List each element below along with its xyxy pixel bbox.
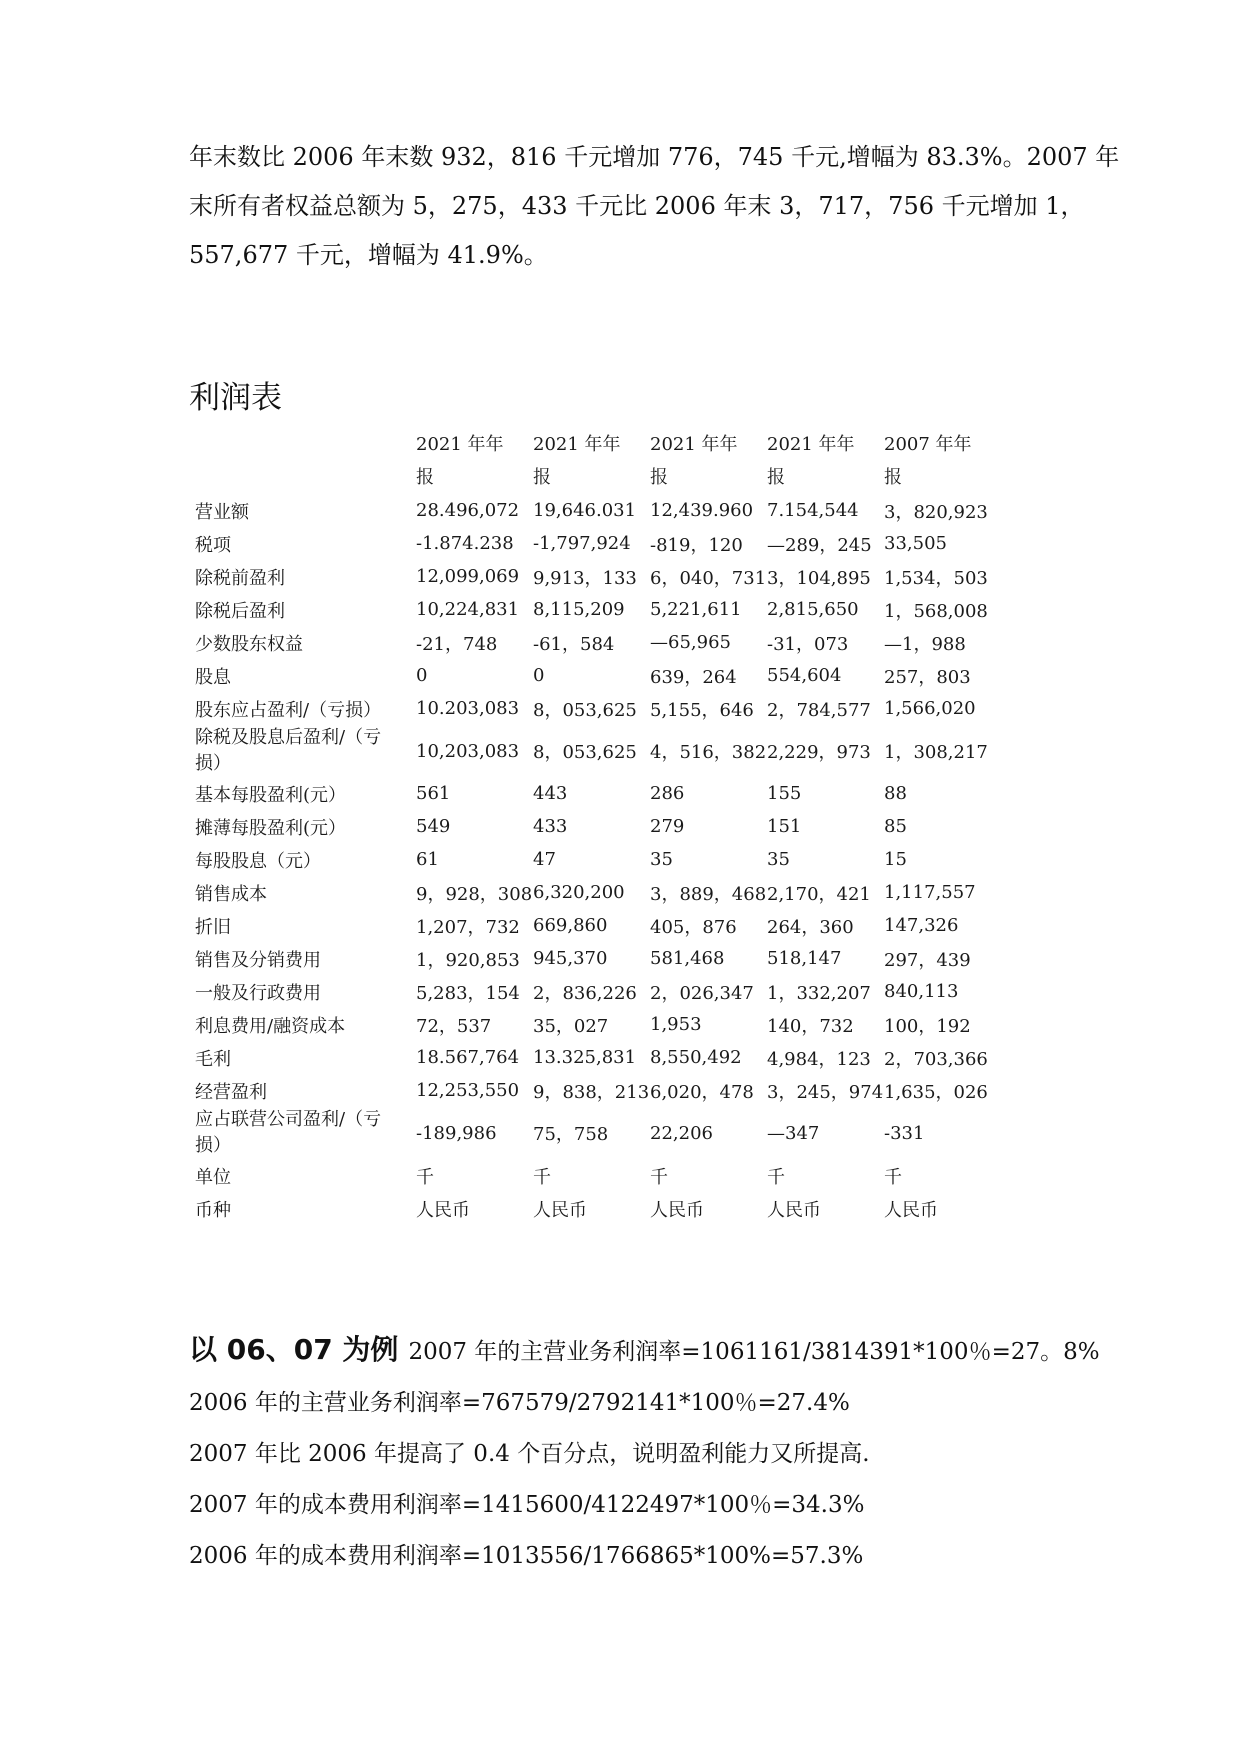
- table-cell: 549: [416, 816, 451, 837]
- column-header-label: 2021 年年报: [416, 434, 504, 488]
- row-label: 销售成本: [195, 883, 267, 905]
- row-label: 除税后盈利: [195, 600, 285, 622]
- table-cell: 88: [884, 783, 907, 804]
- table-cell: 2,815,650: [767, 599, 859, 620]
- table-cell: 1，308,217: [884, 742, 988, 763]
- table-cell: —65,965: [650, 632, 731, 653]
- analysis-section: [189, 1324, 1100, 1582]
- table-cell: 4，516，382: [650, 742, 767, 763]
- row-label-cell: [195, 1041, 416, 1074]
- table-row: [195, 626, 988, 659]
- column-header-label: 2021 年年报: [533, 434, 621, 488]
- column-header: [533, 428, 650, 494]
- table-cell: 人民币: [416, 1199, 470, 1221]
- table-cell: -31，073: [767, 633, 849, 655]
- table-cell: 10.203,083: [416, 698, 520, 719]
- table-cell: 639，264: [650, 666, 737, 688]
- table-cell: 10,224,831: [416, 599, 520, 620]
- table-cell: 554,604: [767, 665, 842, 686]
- table-cell: 28.496,072: [416, 500, 520, 521]
- table-cell: 12,099,069: [416, 566, 520, 587]
- table-cell: 0: [416, 665, 428, 686]
- analysis-lead: 以 06、07 为例: [189, 1333, 399, 1366]
- table-cell: 405，876: [650, 916, 737, 938]
- table-cell: 433: [533, 816, 568, 837]
- table-cell: 22,206: [650, 1122, 713, 1144]
- table-cell: -61，584: [533, 633, 615, 655]
- table-cell: 72，537: [416, 1015, 492, 1037]
- table-cell: 35: [767, 849, 790, 870]
- column-header-label: 2021 年年报: [650, 434, 738, 488]
- column-header-label: 2021 年年报: [767, 434, 855, 488]
- intro-line: 年末数比 2006 年末数 932，816 千元增加 776，745 千元,增幅为 83.3%。2007 年: [189, 143, 1120, 171]
- table-cell: 1，332,207: [767, 982, 871, 1004]
- column-header: [650, 428, 767, 494]
- intro-line: 557,677 千元，增幅为 41.9%。: [189, 241, 548, 269]
- row-label: 除税及股息后盈利/（亏损）: [195, 727, 382, 774]
- table-cell: 9,913，133: [533, 567, 637, 589]
- table-cell: 8,550,492: [650, 1047, 742, 1068]
- table-cell: 35: [650, 849, 673, 870]
- table-cell: 3，245，974: [767, 1081, 884, 1103]
- row-label: 摊薄每股盈利(元）: [195, 817, 347, 839]
- analysis-text: 2007 年的主营业务利润率=1061161/3814391*100％=27。8%: [408, 1339, 1100, 1365]
- table-cell: 264，360: [767, 916, 854, 938]
- row-label: 每股股息（元）: [195, 850, 321, 872]
- row-label: 单位: [195, 1166, 231, 1188]
- table-row: [195, 777, 988, 810]
- table-row: [195, 1159, 988, 1192]
- table-cell: 945,370: [533, 948, 608, 969]
- table-cell: 千: [767, 1166, 785, 1188]
- row-label: 少数股东权益: [195, 633, 303, 655]
- row-label-cell: [195, 777, 416, 810]
- table-cell: 9，838，213: [533, 1081, 650, 1103]
- table-cell: 人民币: [533, 1199, 587, 1221]
- analysis-line: 2007 年比 2006 年提高了 0.4 个百分点，说明盈利能力又所提高.: [189, 1441, 870, 1467]
- row-label: 除税前盈利: [195, 567, 285, 589]
- table-row: [195, 593, 988, 626]
- table-cell: 1,207，732: [416, 916, 520, 938]
- row-label: 币种: [195, 1199, 231, 1221]
- table-cell: 151: [767, 816, 802, 837]
- column-header: [416, 428, 533, 494]
- table-row: [195, 876, 988, 909]
- table-cell: —347: [767, 1122, 820, 1144]
- table-cell: 1,635，026: [884, 1081, 988, 1103]
- table-header-row: [195, 428, 988, 494]
- table-cell: 千: [533, 1166, 551, 1188]
- table-cell: 13.325,831: [533, 1047, 637, 1068]
- table-cell: 100，192: [884, 1015, 971, 1037]
- table-cell: 4,984，123: [767, 1048, 871, 1070]
- table-cell: 1，568,008: [884, 600, 988, 622]
- table-cell: -1,797,924: [533, 533, 631, 554]
- table-cell: 12,439.960: [650, 500, 754, 521]
- row-label-cell: [195, 659, 416, 692]
- row-label-cell: [195, 909, 416, 942]
- table-title: 利润表: [189, 380, 282, 416]
- table-cell: 3，889，468: [650, 883, 767, 905]
- table-cell: 8，053,625: [533, 699, 637, 721]
- table-cell: 19,646.031: [533, 500, 637, 521]
- table-cell: 518,147: [767, 948, 842, 969]
- table-cell: 6,320,200: [533, 882, 625, 903]
- table-cell: 0: [533, 665, 545, 686]
- table-cell: 3，104,895: [767, 567, 871, 589]
- table-cell: 2，026,347: [650, 982, 754, 1004]
- column-header: [767, 428, 884, 494]
- table-cell: 147,326: [884, 915, 959, 936]
- table-cell: -819，120: [650, 534, 743, 556]
- row-label: 税项: [195, 534, 231, 556]
- row-label: 股东应占盈利/（亏损）: [195, 699, 382, 721]
- table-cell: 千: [650, 1166, 668, 1188]
- row-label-cell: [195, 1074, 416, 1107]
- table-row: [195, 692, 988, 725]
- analysis-line: 2006 年的成本费用利润率=1013556/1766865*100%=57.3%: [189, 1543, 864, 1569]
- table-row: [195, 560, 988, 593]
- table-cell: -331: [884, 1122, 925, 1144]
- table-cell: 286: [650, 783, 685, 804]
- table-cell: 75，758: [533, 1124, 609, 1145]
- table-cell: 443: [533, 783, 568, 804]
- table-cell: 35，027: [533, 1015, 609, 1037]
- row-label: 应占联营公司盈利/（亏损）: [195, 1109, 382, 1156]
- header-blank-cell: [195, 428, 416, 494]
- row-label-cell: [195, 876, 416, 909]
- table-cell: 581,468: [650, 948, 725, 969]
- table-cell: 18.567,764: [416, 1047, 520, 1068]
- table-cell: 10,203,083: [416, 740, 520, 762]
- table-cell: 2，836,226: [533, 982, 637, 1004]
- income-statement-table: [195, 428, 988, 1225]
- row-label: 股息: [195, 666, 231, 688]
- table-cell: 279: [650, 816, 685, 837]
- column-header-label: 2007 年年报: [884, 434, 972, 488]
- row-label-cell: [195, 810, 416, 843]
- intro-paragraph: [189, 133, 1120, 280]
- table-cell: 155: [767, 783, 802, 804]
- table-cell: 1，920,853: [416, 949, 520, 971]
- table-cell: 12,253,550: [416, 1080, 520, 1101]
- row-label: 一般及行政费用: [195, 982, 321, 1004]
- table-cell: 千: [416, 1166, 434, 1188]
- row-label: 基本每股盈利(元）: [195, 784, 347, 806]
- table-cell: 8，053,625: [533, 742, 637, 763]
- row-label-cell: [195, 1192, 416, 1225]
- row-label-cell: [195, 560, 416, 593]
- intro-line: 末所有者权益总额为 5，275，433 千元比 2006 年末 3，717，756 千元增加 1，: [189, 192, 1085, 220]
- table-cell: 8,115,209: [533, 599, 625, 620]
- table-cell: 千: [884, 1166, 902, 1188]
- table-cell: 561: [416, 783, 451, 804]
- table-cell: —1，988: [884, 633, 966, 655]
- table-row: [195, 1192, 988, 1225]
- table-row: [195, 659, 988, 692]
- table-cell: 6，040，731: [650, 567, 767, 589]
- table-cell: 2，784,577: [767, 699, 871, 721]
- table-cell: 人民币: [767, 1199, 821, 1221]
- table-cell: 85: [884, 816, 907, 837]
- table-cell: 1,534，503: [884, 567, 988, 589]
- row-label-cell: [195, 942, 416, 975]
- table-row: [195, 1074, 988, 1107]
- table-cell: 9，928，308: [416, 883, 533, 905]
- table-row: [195, 909, 988, 942]
- table-row: [195, 527, 988, 560]
- table-cell: 6,020，478: [650, 1081, 754, 1103]
- table-cell: —289，245: [767, 534, 872, 556]
- table-cell: 840,113: [884, 981, 959, 1002]
- row-label-cell: [195, 1107, 416, 1159]
- row-label-cell: [195, 1159, 416, 1192]
- row-label: 营业额: [195, 501, 249, 523]
- table-cell: 2，703,366: [884, 1048, 988, 1070]
- table-cell: 47: [533, 849, 556, 870]
- table-cell: 人民币: [884, 1199, 938, 1221]
- table-row: [195, 843, 988, 876]
- table-cell: 140，732: [767, 1015, 854, 1037]
- table-cell: 15: [884, 849, 907, 870]
- table-row: [195, 810, 988, 843]
- table-cell: 1,117,557: [884, 882, 976, 903]
- table-cell: 2,170，421: [767, 883, 871, 905]
- row-label-cell: [195, 494, 416, 527]
- row-label-cell: [195, 1008, 416, 1041]
- table-cell: -21，748: [416, 633, 498, 655]
- table-row: [195, 725, 988, 777]
- row-label-cell: [195, 725, 416, 777]
- table-cell: 1,953: [650, 1014, 702, 1035]
- row-label: 销售及分销费用: [195, 949, 321, 971]
- table-row: [195, 942, 988, 975]
- table-cell: 1,566,020: [884, 698, 976, 719]
- table-cell: 7.154,544: [767, 500, 859, 521]
- row-label-cell: [195, 626, 416, 659]
- table-cell: -1.874.238: [416, 533, 514, 554]
- table-row: [195, 1008, 988, 1041]
- analysis-line: 2006 年的主营业务利润率=767579/2792141*100％=27.4%: [189, 1390, 850, 1416]
- table-cell: 297，439: [884, 949, 971, 971]
- table-cell: 5,155，646: [650, 699, 754, 721]
- table-cell: 2,229，973: [767, 742, 871, 763]
- row-label: 折旧: [195, 916, 231, 938]
- table-cell: 669,860: [533, 915, 608, 936]
- table-cell: 5,221,611: [650, 599, 742, 620]
- row-label-cell: [195, 527, 416, 560]
- table-row: [195, 494, 988, 527]
- table-row: [195, 975, 988, 1008]
- analysis-line: [189, 1324, 1100, 1378]
- row-label-cell: [195, 975, 416, 1008]
- table-cell: 3，820,923: [884, 501, 988, 523]
- row-label-cell: [195, 593, 416, 626]
- table-cell: -189,986: [416, 1122, 497, 1144]
- column-header: [884, 428, 988, 494]
- row-label-cell: [195, 692, 416, 725]
- table-cell: 257，803: [884, 666, 971, 688]
- table-row: [195, 1107, 988, 1159]
- row-label-cell: [195, 843, 416, 876]
- table-cell: 33,505: [884, 533, 947, 554]
- analysis-line: 2007 年的成本费用利润率=1415600/4122497*100％=34.3%: [189, 1492, 865, 1518]
- table-cell: 人民币: [650, 1199, 704, 1221]
- row-label: 经营盈利: [195, 1081, 267, 1103]
- row-label: 毛利: [195, 1048, 231, 1070]
- table-row: [195, 1041, 988, 1074]
- row-label: 利息费用/融资成本: [195, 1015, 346, 1037]
- table-cell: 61: [416, 849, 439, 870]
- table-cell: 5,283，154: [416, 982, 520, 1004]
